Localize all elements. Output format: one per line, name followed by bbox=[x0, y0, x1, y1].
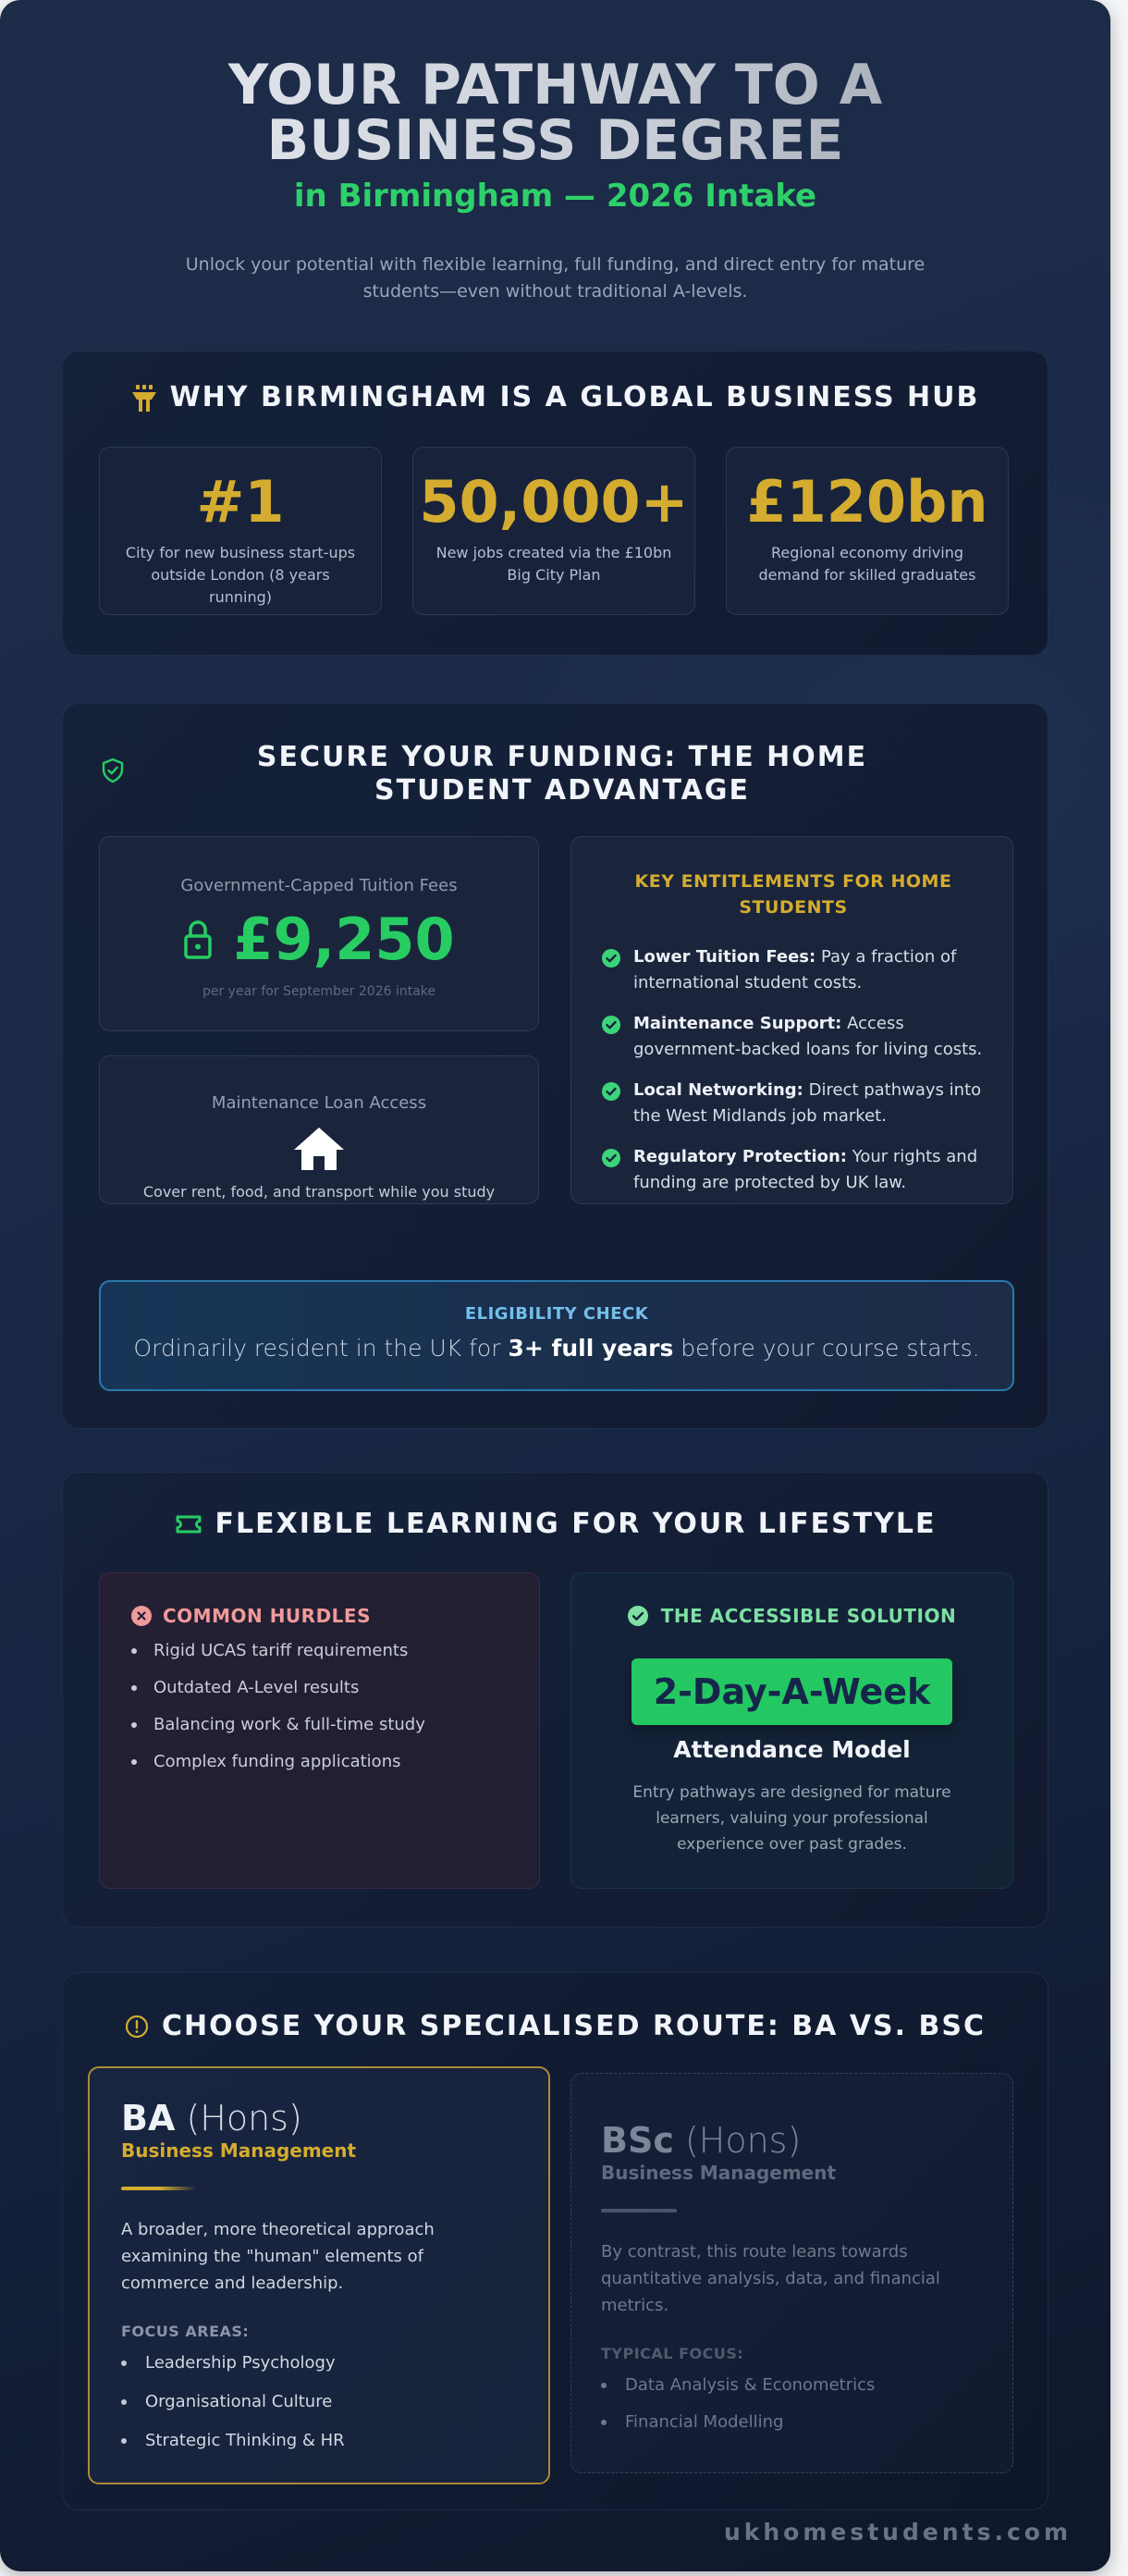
business-hub-section bbox=[62, 351, 1048, 656]
list-item: Strategic Thinking & HR bbox=[121, 2429, 548, 2453]
degree-description: A broader, more theoretical approach examining the "human" elements of commerce and leadership. bbox=[121, 2220, 435, 2293]
degree-routes-section bbox=[62, 1972, 1048, 2510]
solution-description: Entry pathways are designed for mature learners, valuing your professional experience over past grades. bbox=[632, 1783, 951, 1854]
list-item: Balancing work & full-time study bbox=[131, 1714, 539, 1736]
solution-title bbox=[571, 1605, 1012, 1627]
stat-card bbox=[99, 447, 382, 615]
entitlement-detail: Access government-backed loans for living costs. bbox=[633, 1014, 983, 1059]
eligibility-check-banner bbox=[99, 1280, 1014, 1391]
loan-description: Cover rent, food, and transport while you study bbox=[142, 1183, 496, 1201]
ba-hons-card bbox=[88, 2066, 550, 2484]
tuition-fee-card bbox=[99, 836, 539, 1031]
list-item: Organisational Culture bbox=[121, 2390, 548, 2414]
list-item bbox=[602, 944, 985, 996]
entitlement-bold: Local Networking: bbox=[633, 1080, 803, 1100]
x-circle-icon bbox=[131, 1606, 152, 1626]
degree-description: By contrast, this route leans towards quantitative analysis, data, and financial metrics. bbox=[601, 2242, 940, 2315]
list-item: Rigid UCAS tariff requirements bbox=[131, 1640, 539, 1662]
check-circle-icon bbox=[628, 1606, 648, 1626]
list-item: Outdated A-Level results bbox=[131, 1677, 539, 1699]
alert-circle-icon bbox=[125, 2015, 149, 2039]
section-title: SECURE YOUR FUNDING: THE HOME STUDENT ADVANTAGE bbox=[256, 741, 868, 807]
entitlement-bold: Maintenance Support: bbox=[633, 1014, 842, 1033]
degree-subject: Business Management bbox=[121, 2139, 357, 2162]
list-item: Data Analysis & Econometrics bbox=[601, 2373, 1012, 2397]
entitlement-detail: Your rights and funding are protected by UK law. bbox=[633, 1147, 978, 1192]
hurdles-title-text: COMMON HURDLES bbox=[163, 1605, 371, 1627]
check-circle-icon bbox=[602, 1016, 620, 1063]
funding-section bbox=[62, 703, 1048, 1429]
flexible-learning-section bbox=[62, 1472, 1048, 1928]
list-item: Financial Modelling bbox=[601, 2410, 1012, 2434]
accessible-solution-card bbox=[570, 1572, 1013, 1889]
list-item: Complex funding applications bbox=[131, 1751, 539, 1773]
page-subtitle: in Birmingham — 2026 Intake bbox=[293, 178, 817, 215]
section-title-text: CHOOSE YOUR SPECIALISED ROUTE: BA VS. BSC bbox=[162, 2010, 986, 2042]
solution-title-text: THE ACCESSIBLE SOLUTION bbox=[660, 1605, 957, 1627]
focus-list bbox=[121, 2351, 548, 2453]
section-title bbox=[63, 1508, 1048, 1541]
entitlement-bold: Lower Tuition Fees: bbox=[633, 947, 816, 967]
check-circle-icon bbox=[602, 1149, 620, 1196]
fee-label: Government-Capped Tuition Fees bbox=[180, 876, 458, 895]
eligibility-text-bold: 3+ full years bbox=[508, 1335, 674, 1362]
shield-check-icon bbox=[101, 758, 125, 783]
hurdles-list bbox=[131, 1640, 539, 1773]
stat-value: 50,000+ bbox=[419, 468, 689, 536]
hero-description: Unlock your potential with flexible learning, full funding, and direct entry for mature students—even without traditional A-levels. bbox=[185, 254, 926, 302]
entitlement-bold: Regulatory Protection: bbox=[633, 1147, 848, 1166]
divider bbox=[121, 2187, 197, 2190]
stat-card bbox=[412, 447, 695, 615]
maintenance-loan-card bbox=[99, 1055, 539, 1204]
list-item bbox=[602, 1144, 985, 1196]
stat-value: £120bn bbox=[746, 468, 988, 536]
degree-hons: (Hons) bbox=[175, 2098, 302, 2138]
hurdles-title bbox=[131, 1605, 539, 1627]
hero bbox=[0, 53, 1110, 305]
degree-hons: (Hons) bbox=[673, 2120, 802, 2161]
section-title bbox=[63, 381, 1048, 414]
loan-label: Maintenance Loan Access bbox=[211, 1093, 427, 1113]
entitlement-detail: Direct pathways into the West Midlands job market. bbox=[633, 1080, 982, 1126]
list-item bbox=[602, 1011, 985, 1063]
fee-note: per year for September 2026 intake bbox=[202, 984, 436, 999]
bsc-hons-card bbox=[570, 2073, 1013, 2473]
check-circle-icon bbox=[602, 949, 620, 996]
list-item bbox=[602, 1078, 985, 1129]
focus-label: TYPICAL FOCUS: bbox=[601, 2345, 744, 2362]
stat-value: #1 bbox=[196, 468, 285, 536]
entitlement-text bbox=[633, 944, 985, 996]
divider bbox=[601, 2209, 677, 2212]
fee-row bbox=[100, 908, 538, 971]
section-title bbox=[63, 2010, 1048, 2043]
list-item: Leadership Psychology bbox=[121, 2351, 548, 2375]
ticket-icon bbox=[175, 1514, 202, 1535]
landmark-icon bbox=[131, 383, 157, 413]
section-title-text: WHY BIRMINGHAM IS A GLOBAL BUSINESS HUB bbox=[169, 381, 980, 413]
stat-label: New jobs created via the £10bn Big City Plan bbox=[435, 544, 672, 584]
stat-label: Regional economy driving demand for skilled graduates bbox=[758, 544, 976, 584]
lock-icon bbox=[183, 919, 213, 960]
section-title-text: FLEXIBLE LEARNING FOR YOUR LIFESTYLE bbox=[215, 1508, 937, 1540]
entitlement-text bbox=[633, 1011, 985, 1063]
focus-list bbox=[601, 2373, 1012, 2434]
stats-row bbox=[99, 447, 1009, 615]
footer-brand: ukhomestudents.com bbox=[723, 2519, 1072, 2545]
attendance-highlight-badge: 2-Day-A-Week bbox=[631, 1658, 952, 1725]
fee-value: £9,250 bbox=[233, 906, 455, 973]
eligibility-title: ELIGIBILITY CHECK bbox=[464, 1304, 649, 1324]
common-hurdles-card bbox=[99, 1572, 540, 1889]
check-circle-icon bbox=[602, 1082, 620, 1129]
degree-abbrev: BA bbox=[121, 2098, 176, 2138]
entitlements-card bbox=[570, 836, 1013, 1204]
focus-label: FOCUS AREAS: bbox=[121, 2323, 250, 2340]
entitlements-list bbox=[602, 944, 985, 1196]
degree-subject: Business Management bbox=[601, 2162, 837, 2184]
entitlement-text bbox=[633, 1144, 985, 1196]
eligibility-text-after: before your course starts. bbox=[673, 1335, 980, 1362]
degree-name bbox=[121, 2098, 548, 2138]
eligibility-text bbox=[101, 1335, 1012, 1362]
degree-abbrev: BSc bbox=[601, 2120, 674, 2161]
entitlement-detail: Pay a fraction of international student costs. bbox=[633, 947, 957, 992]
degree-name bbox=[601, 2120, 1012, 2161]
entitlement-text bbox=[633, 1078, 985, 1129]
stat-card bbox=[726, 447, 1009, 615]
stat-label: City for new business start-ups outside London (8 years running) bbox=[125, 544, 356, 606]
page-title: YOUR PATHWAY TO A BUSINESS DEGREE bbox=[93, 57, 1018, 168]
home-icon bbox=[294, 1128, 344, 1170]
eligibility-text-before: Ordinarily resident in the UK for bbox=[133, 1335, 509, 1362]
attendance-model-label: Attendance Model bbox=[673, 1736, 911, 1763]
entitlements-title: KEY ENTITLEMENTS FOR HOME STUDENTS bbox=[634, 871, 952, 918]
